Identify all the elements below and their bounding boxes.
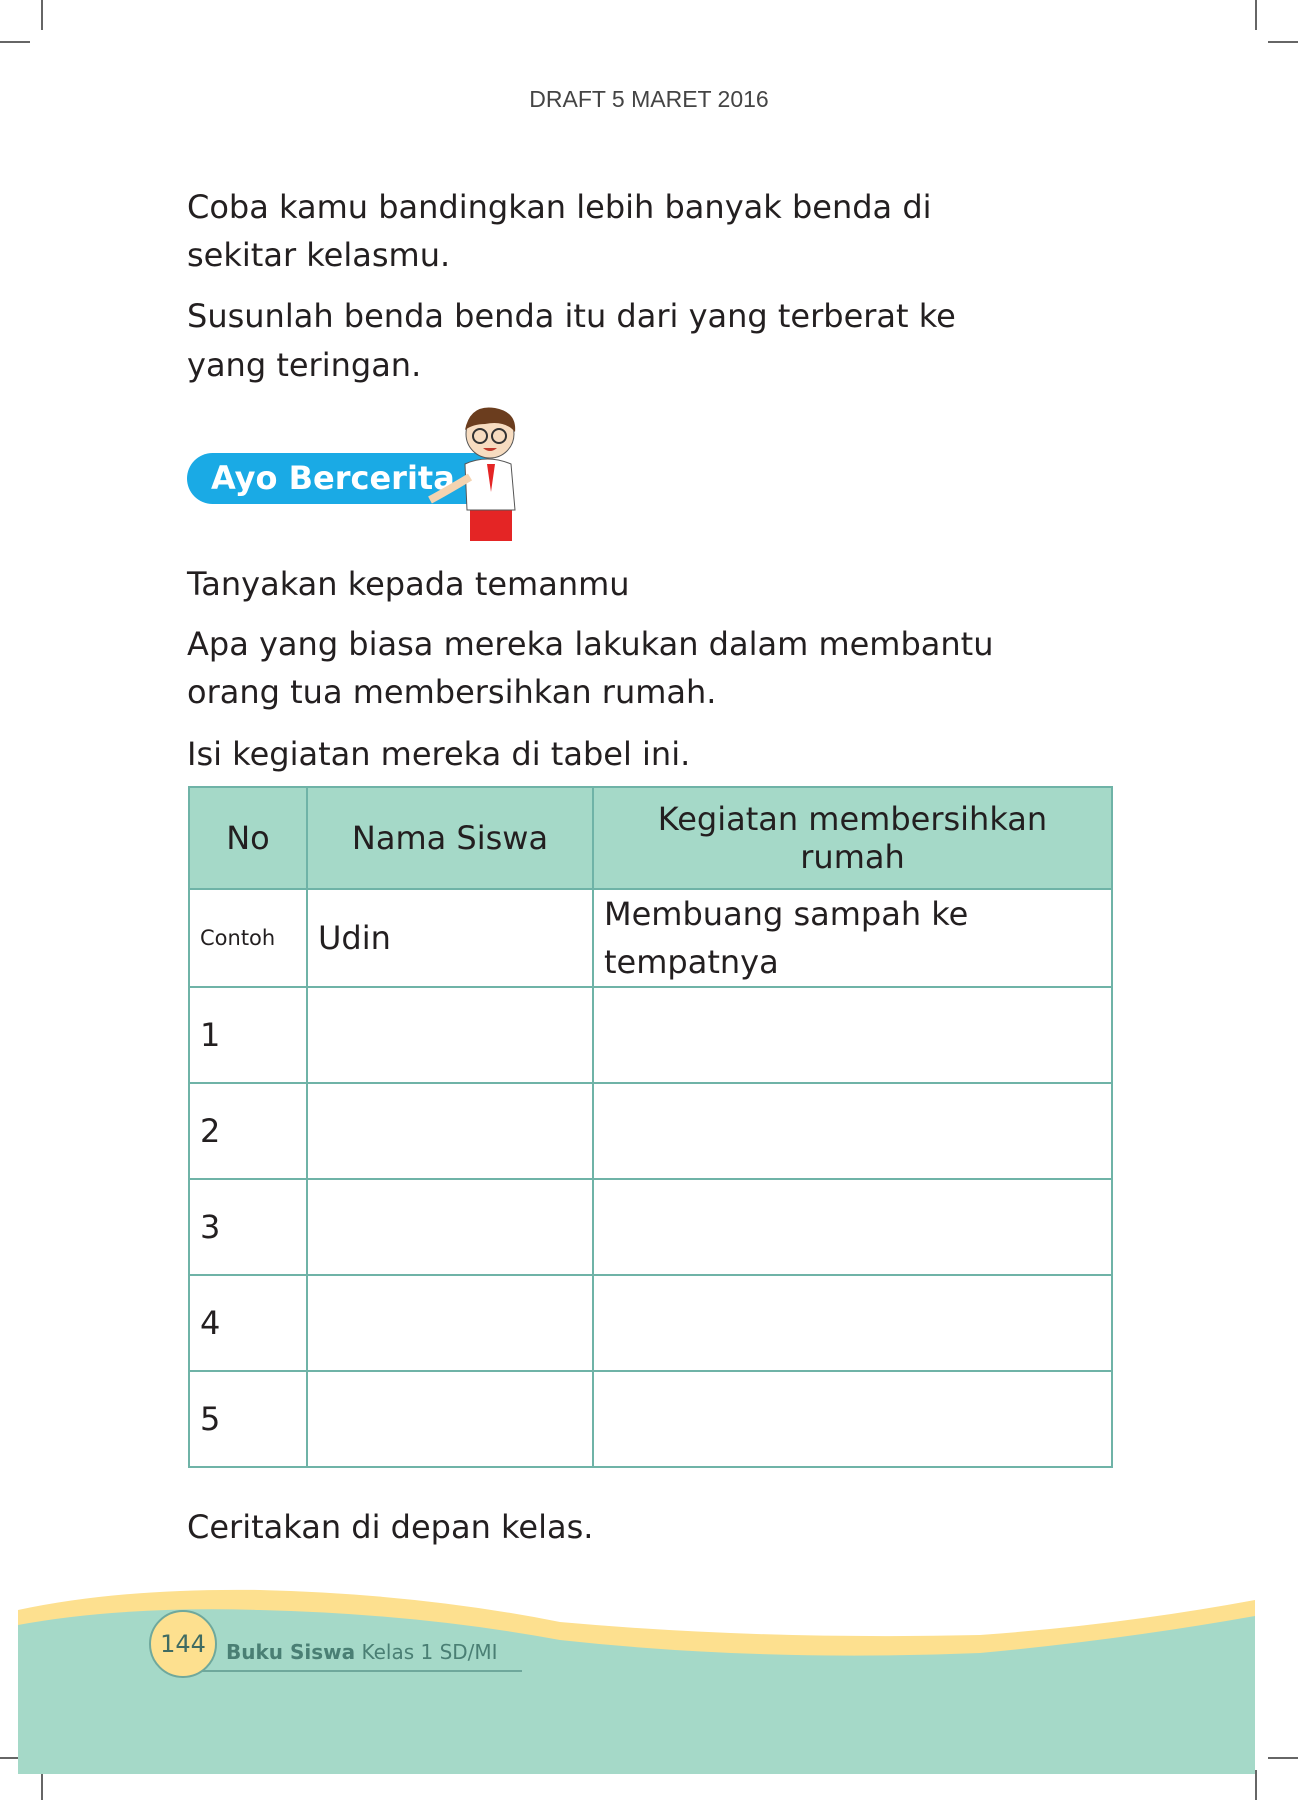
table-row [189,1083,1112,1179]
book-title [226,1640,498,1664]
closing-text: Ceritakan di depan kelas. [187,1508,594,1546]
table-row [189,1371,1112,1467]
activity-table [188,786,1113,1468]
table-row-example [189,889,1112,987]
cell-activity[interactable] [593,1179,1112,1275]
instruction-line: Tanyakan kepada temanmu [187,565,630,603]
table-row [189,987,1112,1083]
cell-activity: Membuang sampah ke tempatnya [593,889,1112,987]
cell-activity[interactable] [593,1371,1112,1467]
cell-name[interactable] [307,1371,593,1467]
header-activity: Kegiatan membersihkan rumah [593,787,1112,889]
instruction-line: Isi kegiatan mereka di tabel ini. [187,735,691,773]
cell-no: 1 [189,987,307,1083]
intro-line: Coba kamu bandingkan lebih banyak benda di [187,188,932,226]
cell-activity[interactable] [593,1083,1112,1179]
cell-name[interactable] [307,1083,593,1179]
table-row [189,1179,1112,1275]
header-name: Nama Siswa [307,787,593,889]
cell-no: 5 [189,1371,307,1467]
draft-header: DRAFT 5 MARET 2016 [529,86,769,112]
cell-activity[interactable] [593,1275,1112,1371]
book-title-rest: Kelas 1 SD/MI [361,1640,498,1664]
cell-no: 3 [189,1179,307,1275]
section-title: Ayo Bercerita [211,459,455,497]
intro-line: yang teringan. [187,346,422,384]
cell-name[interactable] [307,1275,593,1371]
intro-line: sekitar kelasmu. [187,236,451,274]
header-no: No [189,787,307,889]
book-title-bold: Buku Siswa [226,1640,356,1664]
intro-line: Susunlah benda benda itu dari yang terberat ke [187,297,956,335]
cell-name: Udin [307,889,593,987]
instruction-line: orang tua membersihkan rumah. [187,673,717,711]
cell-name[interactable] [307,1179,593,1275]
instruction-line: Apa yang biasa mereka lakukan dalam membantu [187,625,994,663]
cell-activity[interactable] [593,987,1112,1083]
cell-no: 4 [189,1275,307,1371]
cell-no: 2 [189,1083,307,1179]
footer-wave [0,1580,1298,1780]
cell-name[interactable] [307,987,593,1083]
page-number: 144 [149,1610,217,1678]
cell-no: Contoh [189,889,307,987]
table-header-row [189,787,1112,889]
student-illustration [425,402,535,544]
table-row [189,1275,1112,1371]
